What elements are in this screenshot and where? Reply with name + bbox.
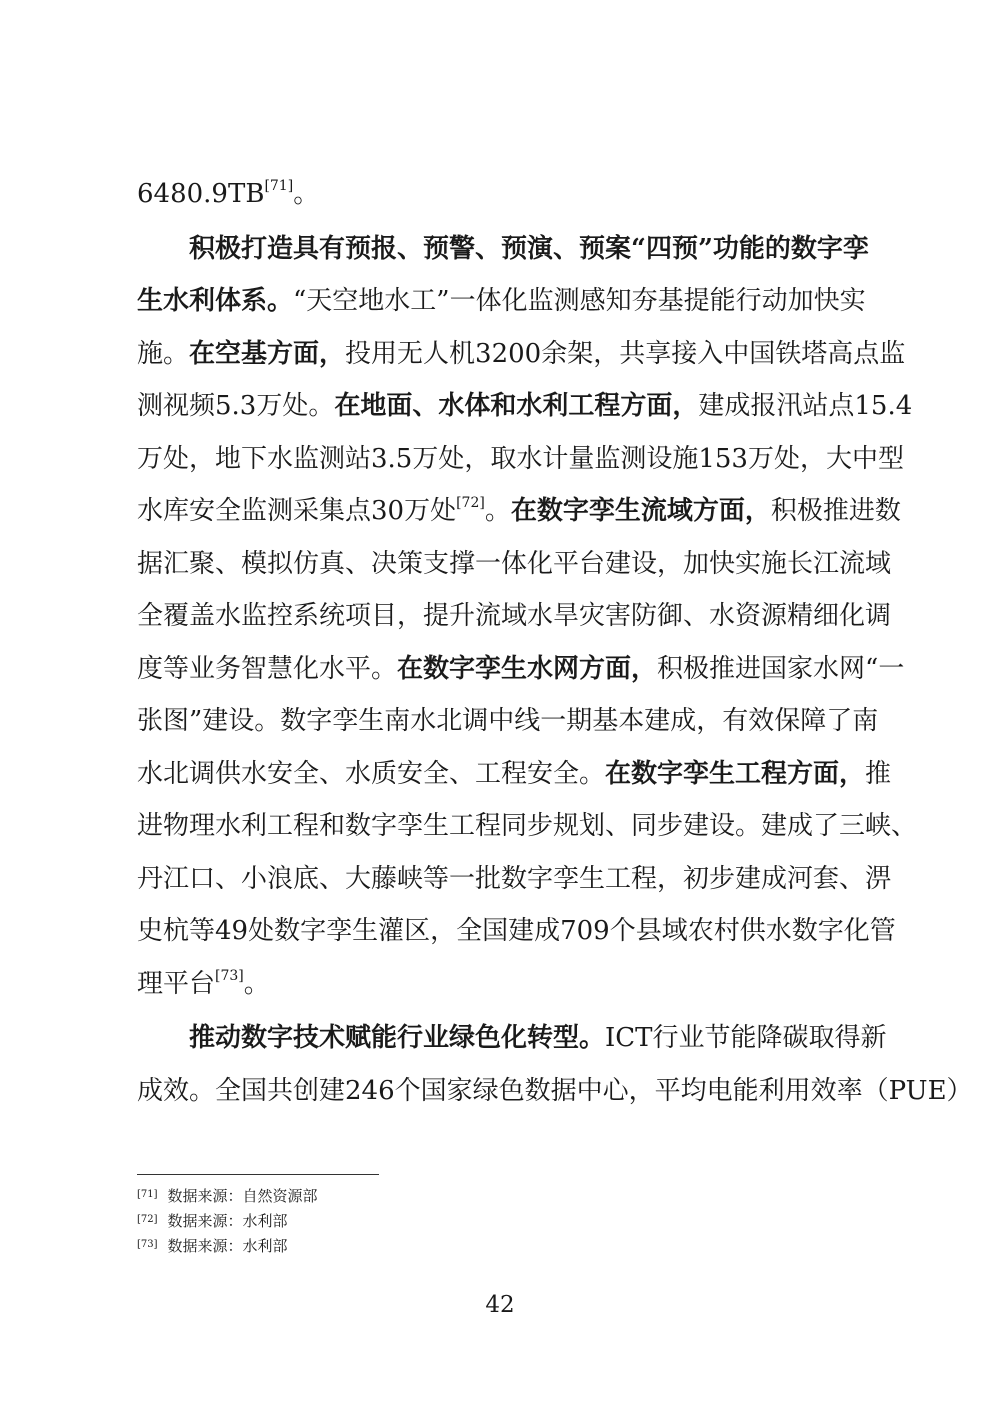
paragraph-line: 水库安全监测采集点30万处[72]。在数字孪生流域方面，积极推进数 (137, 495, 901, 526)
paragraph-line: 丹江口、小浪底、大藤峡等一批数字孪生工程，初步建成河套、淠 (137, 863, 892, 894)
paragraph-line: 全覆盖水监控系统项目，提升流域水旱灾害防御、水资源精细化调 (137, 601, 892, 631)
paragraph-line: 万处，地下水监测站3.5万处，取水计量监测设施153万处，大中型 (137, 443, 904, 474)
paragraph-line: 测视频5.3万处。在地面、水体和水利工程方面，建成报汛站点15.4 (137, 391, 913, 421)
paragraph-line: 进物理水利工程和数字孪生工程同步规划、同步建设。建成了三峡、 (137, 811, 918, 841)
footnote: [71] 数据来源：自然资源部 (137, 1187, 318, 1205)
paragraph-line: 施。在空基方面，投用无人机3200余架，共享接入中国铁塔高点监 (137, 338, 906, 369)
paragraph-line: 6480.9TB[71]。 (137, 178, 320, 209)
footnote-ref: [72] (456, 495, 485, 512)
footnote: [72] 数据来源：水利部 (137, 1212, 288, 1230)
paragraph-line: 度等业务智慧化水平。在数字孪生水网方面，积极推进国家水网“一 (137, 653, 905, 684)
footnote: [73] 数据来源：水利部 (137, 1237, 288, 1255)
page-number: 42 (485, 1292, 515, 1318)
footnote-ref: [73] (215, 967, 244, 984)
paragraph-line: 据汇聚、模拟仿真、决策支撑一体化平台建设，加快实施长江流域 (137, 548, 892, 579)
footnote-ref: [71] (264, 178, 294, 195)
paragraph-line: 理平台[73]。 (137, 967, 270, 999)
paragraph-line: 史杭等49处数字孪生灌区，全国建成709个县域农村供水数字化管 (137, 916, 896, 946)
paragraph-line: 推动数字技术赋能行业绿色化转型。ICT行业节能降碳取得新 (189, 1023, 887, 1053)
paragraph-line: 水北调供水安全、水质安全、工程安全。在数字孪生工程方面，推 (137, 758, 892, 789)
paragraph-line: 张图”建设。数字孪生南水北调中线一期基本建成，有效保障了南 (137, 706, 879, 736)
footnote-divider (137, 1174, 379, 1175)
footnotes (137, 1184, 637, 1259)
paragraph-line: 成效。全国共创建246个国家绿色数据中心，平均电能利用效率（PUE） (137, 1075, 973, 1106)
paragraph-line: 积极打造具有预报、预警、预演、预案“四预”功能的数字孪 (189, 233, 869, 264)
paragraph-line: 生水利体系。“天空地水工”一体化监测感知夯基提能行动加快实 (137, 286, 866, 316)
body-text (137, 168, 973, 1117)
